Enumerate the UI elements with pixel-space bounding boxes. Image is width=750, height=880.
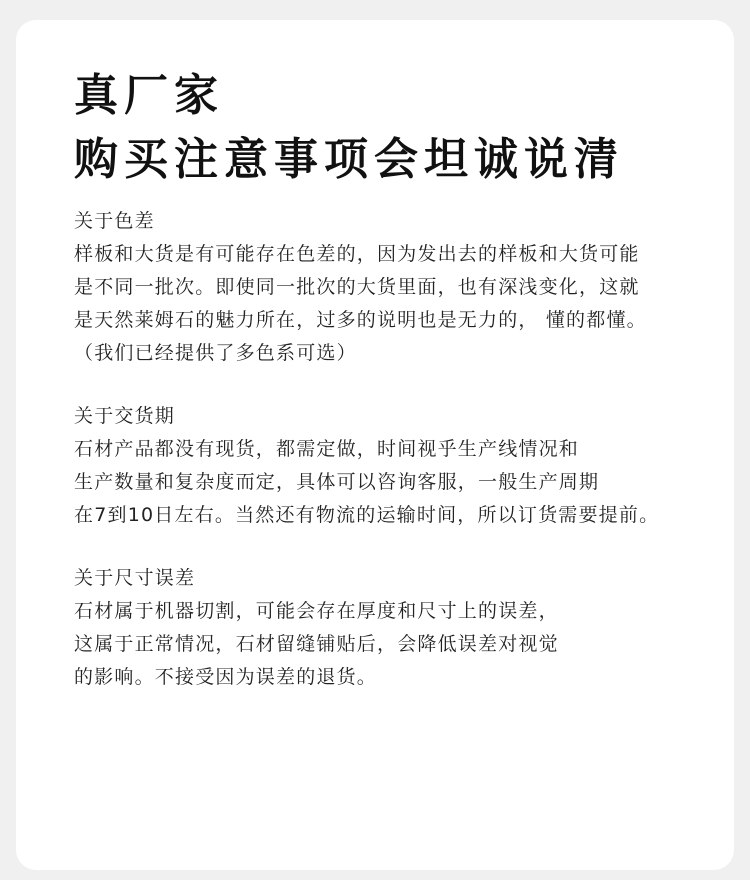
section-color-difference <box>74 205 724 370</box>
paragraph-line: 在7到10日左右。当然还有物流的运输时间，所以订货需要提前。 <box>74 504 660 526</box>
paragraph-line: 是天然莱姆石的魅力所在，过多的说明也是无力的， 懂的都懂。 <box>74 309 647 331</box>
paragraph-line: 的影响。不接受因为误差的退货。 <box>74 666 378 688</box>
notes-body <box>74 205 724 724</box>
paragraph-line: （我们已经提供了多色系可选） <box>74 342 357 364</box>
paragraph-line: 样板和大货是有可能存在色差的，因为发出去的样板和大货可能 <box>74 243 640 265</box>
paragraph-line: 石材属于机器切割，可能会存在厚度和尺寸上的误差， <box>74 600 559 622</box>
paragraph-line: 这属于正常情况，石材留缝铺贴后，会降低误差对视觉 <box>74 633 559 655</box>
section-heading: 关于交货期 <box>74 405 176 427</box>
title-line-1: 真厂家 <box>74 70 224 121</box>
paragraph-line: 是不同一批次。即使同一批次的大货里面，也有深浅变化，这就 <box>74 276 640 298</box>
paragraph-line: 石材产品都没有现货，都需定做，时间视乎生产线情况和 <box>74 438 580 460</box>
title-line-2: 购买注意事项会坦诚说清 <box>74 134 624 185</box>
paragraph-line: 生产数量和复杂度而定，具体可以咨询客服，一般生产周期 <box>74 471 600 493</box>
section-size-tolerance <box>74 562 724 694</box>
section-heading: 关于尺寸误差 <box>74 567 196 589</box>
section-heading: 关于色差 <box>74 210 155 232</box>
section-delivery-time <box>74 400 724 532</box>
